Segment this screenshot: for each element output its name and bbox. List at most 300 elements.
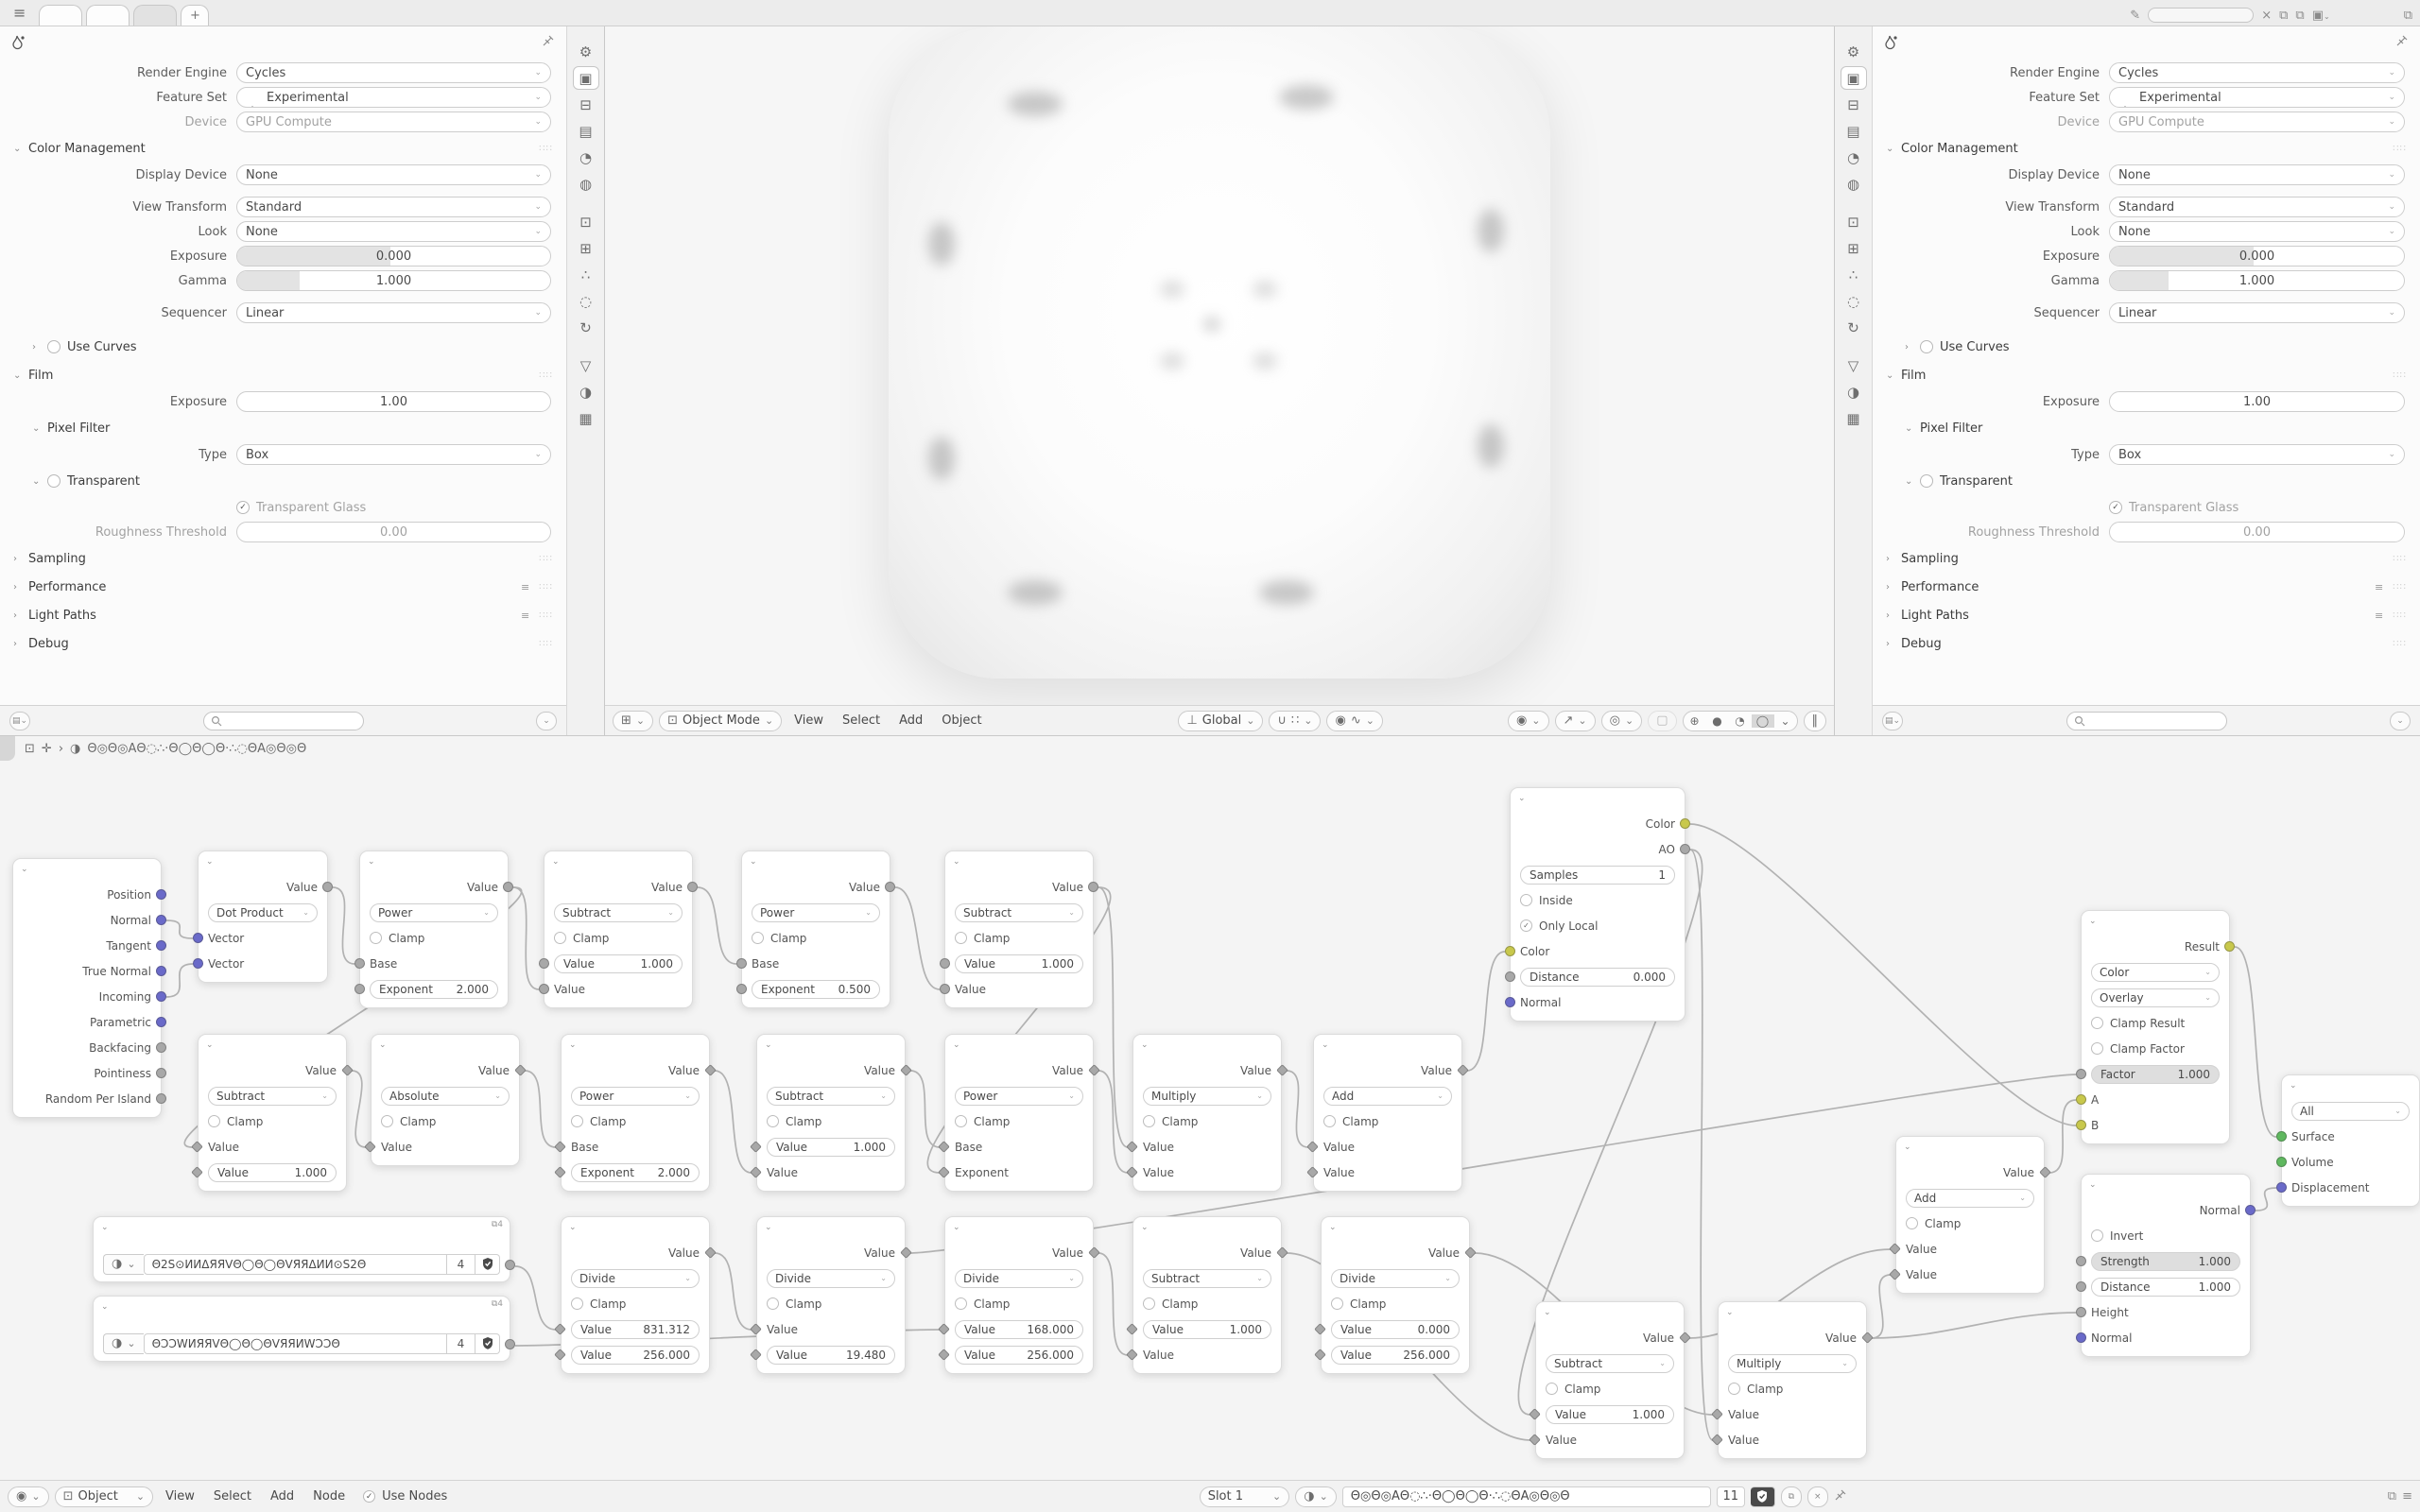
menu-node[interactable]: Node bbox=[313, 1489, 346, 1503]
node-socket[interactable] bbox=[1505, 946, 1515, 956]
node-s2[interactable] bbox=[944, 850, 1094, 1008]
dropdown-device[interactable]: GPU Compute ⌄ bbox=[2109, 112, 2405, 132]
section-transparent[interactable]: ⌄ Transparent bbox=[1905, 473, 2013, 489]
node-mix[interactable] bbox=[2081, 910, 2230, 1144]
node-socket[interactable] bbox=[354, 958, 365, 969]
dropdown-display-device[interactable]: None ⌄ bbox=[2109, 164, 2405, 185]
operation-dropdown[interactable]: Color ⌄ bbox=[2091, 963, 2220, 982]
properties-tab-physics[interactable]: ◌ bbox=[579, 292, 593, 310]
shader-type-dropdown[interactable]: ⊡ Object ⌄ bbox=[55, 1486, 153, 1507]
node-sa[interactable] bbox=[198, 1034, 347, 1192]
operation-dropdown[interactable]: Divide ⌄ bbox=[767, 1269, 895, 1288]
operation-dropdown[interactable]: Subtract ⌄ bbox=[1546, 1354, 1674, 1373]
checkbox-only-local[interactable]: ✓ bbox=[1520, 919, 1532, 932]
value-field-value[interactable]: Value 0.000 bbox=[1331, 1320, 1460, 1339]
checkbox-clamp[interactable] bbox=[1546, 1383, 1558, 1395]
value-field-value[interactable]: Value 1.000 bbox=[1143, 1320, 1271, 1339]
dropdown-render-engine[interactable]: Cycles ⌄ bbox=[2109, 62, 2405, 83]
checkbox-transparent-glass[interactable]: ✓ Transparent Glass bbox=[1873, 495, 2411, 520]
section-transparent[interactable]: ⌄ Transparent bbox=[32, 473, 140, 489]
value-field-strength[interactable]: Strength 1.000 bbox=[2091, 1252, 2240, 1271]
properties-tab-texture[interactable]: ▦ bbox=[1846, 409, 1860, 427]
node-socket[interactable] bbox=[156, 889, 166, 900]
value-field-value[interactable]: Value 256.000 bbox=[571, 1346, 700, 1365]
checkbox-invert[interactable] bbox=[2091, 1229, 2103, 1242]
checkbox-clamp[interactable] bbox=[1143, 1297, 1155, 1310]
use-nodes-checkbox[interactable]: ✓ Use Nodes bbox=[363, 1489, 447, 1503]
operation-dropdown[interactable]: Add ⌄ bbox=[1323, 1087, 1452, 1106]
menu-add[interactable]: Add bbox=[270, 1489, 295, 1503]
checkbox-clamp-result[interactable] bbox=[2091, 1017, 2103, 1029]
section-color-management[interactable]: ⌄ Color Management ∷∷ bbox=[13, 141, 553, 156]
window-icon[interactable]: ⧉ bbox=[2387, 1489, 2397, 1503]
value-field-exponent[interactable]: Exponent 2.000 bbox=[370, 980, 498, 999]
value-field-value[interactable]: Value 1.000 bbox=[554, 954, 683, 973]
group-users-count[interactable]: 4 bbox=[447, 1333, 475, 1354]
checkbox-clamp[interactable] bbox=[370, 932, 382, 944]
operation-dropdown[interactable]: Power ⌄ bbox=[955, 1087, 1083, 1106]
node-socket[interactable] bbox=[539, 958, 549, 969]
operation-dropdown[interactable]: Dot Product ⌄ bbox=[208, 903, 318, 922]
menu-add[interactable]: Add bbox=[899, 713, 924, 728]
operation-dropdown[interactable]: Absolute ⌄ bbox=[381, 1087, 510, 1106]
section-sampling[interactable]: › Sampling ∷∷ bbox=[1886, 551, 2407, 566]
node-socket[interactable] bbox=[2245, 1205, 2256, 1215]
operation-dropdown[interactable]: Subtract ⌄ bbox=[1143, 1269, 1271, 1288]
properties-tab-render[interactable]: ▣ bbox=[573, 66, 599, 90]
properties-search-input[interactable] bbox=[2066, 712, 2227, 730]
node-ao[interactable] bbox=[1510, 787, 1685, 1022]
dropdown-sequencer[interactable]: Linear ⌄ bbox=[236, 302, 551, 323]
slider-gamma[interactable]: 1.000 bbox=[2109, 270, 2405, 291]
node-p2[interactable] bbox=[741, 850, 890, 1008]
pin-icon[interactable] bbox=[2395, 34, 2409, 51]
dropdown-render-engine[interactable]: Cycles ⌄ bbox=[236, 62, 551, 83]
viewport-editor-type-button[interactable]: ⊞ ⌄ bbox=[613, 711, 653, 731]
editor-type-button[interactable]: ◉ ⌄ bbox=[8, 1486, 49, 1507]
node-s3[interactable] bbox=[756, 1034, 906, 1192]
collapse-icon[interactable]: ⌄ bbox=[552, 857, 560, 867]
material-name-field[interactable]: Θ◎Θ◎AΘ◌∴·Θ◯Θ◯Θ·∴◌ΘA◎Θ◎Θ bbox=[1342, 1486, 1711, 1507]
collapse-icon[interactable]: ⌄ bbox=[569, 1040, 577, 1050]
node-socket[interactable] bbox=[156, 991, 166, 1002]
operation-dropdown[interactable]: Subtract ⌄ bbox=[208, 1087, 337, 1106]
node-socket[interactable] bbox=[2224, 941, 2235, 952]
node-socket[interactable] bbox=[156, 1093, 166, 1104]
checkbox-clamp[interactable] bbox=[1906, 1217, 1918, 1229]
node-p4[interactable] bbox=[944, 1034, 1094, 1192]
operation-dropdown[interactable]: Add ⌄ bbox=[1906, 1189, 2034, 1208]
node-bump[interactable] bbox=[2081, 1174, 2251, 1357]
properties-tab-output[interactable]: ⊟ bbox=[579, 95, 592, 113]
properties-tab-object[interactable]: ⊡ bbox=[579, 213, 592, 231]
workspace-tab-1[interactable] bbox=[39, 5, 82, 26]
operation-dropdown[interactable]: Divide ⌄ bbox=[571, 1269, 700, 1288]
viewport-canvas[interactable] bbox=[605, 26, 1834, 705]
properties-tab-physics[interactable]: ◌ bbox=[1846, 292, 1860, 310]
node-geo[interactable] bbox=[12, 858, 162, 1118]
section-performance[interactable]: › Performance ≡ ∷∷ bbox=[1886, 579, 2407, 594]
material-browse-dropdown[interactable]: ◑ ⌄ bbox=[1295, 1486, 1337, 1507]
section-debug[interactable]: › Debug ∷∷ bbox=[13, 636, 553, 651]
node-socket[interactable] bbox=[322, 882, 333, 892]
node-p3[interactable] bbox=[561, 1034, 710, 1192]
properties-tab-object-data[interactable]: ▽ bbox=[1847, 356, 1859, 374]
value-field-value[interactable]: Value 256.000 bbox=[1331, 1346, 1460, 1365]
properties-tab-constraints[interactable]: ↻ bbox=[1847, 318, 1859, 336]
operation-dropdown[interactable]: Multiply ⌄ bbox=[1143, 1087, 1271, 1106]
collapse-icon[interactable]: ⌄ bbox=[1141, 1223, 1149, 1232]
operation-dropdown[interactable]: Divide ⌄ bbox=[955, 1269, 1083, 1288]
checkbox-clamp[interactable] bbox=[571, 1115, 583, 1127]
collapse-icon[interactable]: ⌄ bbox=[2290, 1081, 2297, 1091]
checkbox-clamp[interactable] bbox=[752, 932, 764, 944]
checkbox-clamp[interactable] bbox=[955, 1297, 967, 1310]
topbar-input[interactable] bbox=[2148, 8, 2254, 23]
clear-icon[interactable]: × bbox=[2261, 8, 2273, 23]
dropdown-display-device[interactable]: None ⌄ bbox=[236, 164, 551, 185]
slider-exposure[interactable]: 1.00 bbox=[2109, 391, 2405, 412]
properties-tab-particles[interactable]: ∴ bbox=[580, 266, 591, 284]
node-socket[interactable] bbox=[885, 882, 895, 892]
collapse-icon[interactable]: ⌄ bbox=[368, 857, 375, 867]
fake-user-toggle[interactable] bbox=[475, 1254, 500, 1275]
value-field-value[interactable]: Value 1.000 bbox=[208, 1163, 337, 1182]
node-socket[interactable] bbox=[940, 958, 950, 969]
properties-tab-view-layer[interactable]: ▤ bbox=[579, 122, 593, 140]
editor-type-button[interactable]: ▤⌄ bbox=[9, 712, 30, 730]
menu-select[interactable]: Select bbox=[213, 1489, 251, 1503]
menu-icon[interactable]: ≡ bbox=[2402, 1489, 2412, 1503]
operation-dropdown[interactable]: Power ⌄ bbox=[752, 903, 880, 922]
node-d1[interactable] bbox=[561, 1216, 710, 1374]
node-s5[interactable] bbox=[1535, 1301, 1685, 1459]
dropdown-device[interactable]: GPU Compute ⌄ bbox=[236, 112, 551, 132]
shader-node-editor[interactable] bbox=[0, 735, 2420, 1512]
snap-toggle[interactable]: ∪ ∷ ⌄ bbox=[1269, 711, 1321, 731]
properties-tab-render[interactable]: ▣ bbox=[1841, 66, 1867, 90]
dropdown-look[interactable]: None ⌄ bbox=[236, 221, 551, 242]
properties-tab-material[interactable]: ◑ bbox=[579, 383, 593, 401]
properties-tab-modifiers[interactable]: ⊞ bbox=[1847, 239, 1859, 257]
checkbox-clamp[interactable] bbox=[208, 1115, 220, 1127]
checkbox-inside[interactable] bbox=[1520, 894, 1532, 906]
proportional-edit-toggle[interactable]: ◉ ∿ ⌄ bbox=[1326, 711, 1382, 731]
group-users-count[interactable]: 4 bbox=[447, 1254, 475, 1275]
collapse-icon[interactable]: ⌄ bbox=[1904, 1143, 1911, 1152]
menu-view[interactable]: View bbox=[794, 713, 824, 728]
node-socket[interactable] bbox=[1680, 844, 1690, 854]
operation-dropdown[interactable]: Subtract ⌄ bbox=[767, 1087, 895, 1106]
slider-gamma[interactable]: 1.000 bbox=[236, 270, 551, 291]
node-socket[interactable] bbox=[940, 984, 950, 994]
node-socket[interactable] bbox=[1680, 818, 1690, 829]
node-socket[interactable] bbox=[354, 984, 365, 994]
viewport-3d[interactable] bbox=[605, 26, 1834, 735]
properties-tab-constraints[interactable]: ↻ bbox=[579, 318, 592, 336]
node-ad2[interactable] bbox=[1895, 1136, 2045, 1294]
slider-exposure[interactable]: 1.00 bbox=[236, 391, 551, 412]
clipboard-icon[interactable]: ⧉ bbox=[2403, 8, 2412, 23]
node-m2[interactable] bbox=[1718, 1301, 1867, 1459]
collapse-icon[interactable]: ⌄ bbox=[569, 1223, 577, 1232]
properties-search-input[interactable] bbox=[203, 712, 364, 730]
shading-wireframe[interactable]: ⊕ bbox=[1689, 713, 1700, 728]
value-field-value[interactable]: Value 256.000 bbox=[955, 1346, 1083, 1365]
node-d4[interactable] bbox=[1321, 1216, 1470, 1374]
section-light-paths[interactable]: › Light Paths ≡ ∷∷ bbox=[1886, 608, 2407, 623]
operation-dropdown[interactable]: Overlay ⌄ bbox=[2091, 988, 2220, 1007]
section-use-curves[interactable]: › Use Curves bbox=[1905, 339, 2010, 354]
node-socket[interactable] bbox=[1505, 971, 1515, 982]
checkbox-clamp-factor[interactable] bbox=[2091, 1042, 2103, 1055]
checkbox-clamp[interactable] bbox=[1143, 1115, 1155, 1127]
shading-dropdown[interactable]: ⌄ bbox=[1780, 713, 1790, 728]
checkbox-clamp[interactable] bbox=[1331, 1297, 1343, 1310]
properties-tab-world[interactable]: ◍ bbox=[579, 175, 593, 193]
section-performance[interactable]: › Performance ≡ ∷∷ bbox=[13, 579, 553, 594]
collapse-icon[interactable]: ⌄ bbox=[379, 1040, 387, 1050]
properties-tab-texture[interactable]: ▦ bbox=[579, 409, 593, 427]
slider-roughness-threshold[interactable]: 0.00 bbox=[2109, 522, 2405, 542]
node-socket[interactable] bbox=[736, 958, 747, 969]
node-socket[interactable] bbox=[2276, 1157, 2287, 1167]
collapse-menus-button[interactable]: ⌄ bbox=[536, 712, 557, 730]
dropdown-feature-set[interactable]: ! Experimental ⌄ bbox=[2109, 87, 2405, 108]
operation-dropdown[interactable]: Subtract ⌄ bbox=[955, 903, 1083, 922]
section-pixel-filter[interactable]: ⌄ Pixel Filter bbox=[32, 421, 111, 436]
value-field-samples[interactable]: Samples 1 bbox=[1520, 866, 1675, 885]
new-material-button[interactable]: ⧉ bbox=[1781, 1486, 1802, 1507]
value-field-exponent[interactable]: Exponent 0.500 bbox=[752, 980, 880, 999]
node-group-name-field[interactable]: ΘƆƆWИЯЯVΘ◯Θ◯ΘVЯЯИWƆƆΘ bbox=[144, 1333, 447, 1354]
value-field-factor[interactable]: Factor 1.000 bbox=[2091, 1065, 2220, 1084]
menu-view[interactable]: View bbox=[165, 1489, 195, 1503]
dropdown-type[interactable]: Box ⌄ bbox=[236, 444, 551, 465]
dropdown-feature-set[interactable]: ! Experimental ⌄ bbox=[236, 87, 551, 108]
collapse-icon[interactable]: ⌄ bbox=[953, 1040, 960, 1050]
section-light-paths[interactable]: › Light Paths ≡ ∷∷ bbox=[13, 608, 553, 623]
properties-tab-modifiers[interactable]: ⊞ bbox=[579, 239, 592, 257]
paste-icon[interactable]: ⧉ bbox=[2295, 8, 2305, 23]
properties-tab-view-layer[interactable]: ▤ bbox=[1846, 122, 1860, 140]
checkbox-clamp[interactable] bbox=[1728, 1383, 1740, 1395]
annotate-icon[interactable]: ✎ bbox=[2130, 8, 2141, 23]
orientation-dropdown[interactable]: ⊥ Global ⌄ bbox=[1178, 711, 1263, 731]
collapse-icon[interactable]: ⌄ bbox=[1544, 1308, 1551, 1317]
node-socket[interactable] bbox=[2076, 1094, 2086, 1105]
section-film[interactable]: ⌄ Film ∷∷ bbox=[13, 368, 553, 383]
material-slot-dropdown[interactable]: Slot 1 ⌄ bbox=[1200, 1486, 1290, 1507]
value-field-value[interactable]: Value 1.000 bbox=[955, 954, 1083, 973]
checkbox-clamp[interactable] bbox=[554, 932, 566, 944]
operation-dropdown[interactable]: Power ⌄ bbox=[370, 903, 498, 922]
shading-rendered[interactable]: ◯ bbox=[1752, 714, 1774, 728]
value-field-value[interactable]: Value 831.312 bbox=[571, 1320, 700, 1339]
pin-icon[interactable] bbox=[542, 34, 555, 51]
slider-roughness-threshold[interactable]: 0.00 bbox=[236, 522, 551, 542]
dropdown-view-transform[interactable]: Standard ⌄ bbox=[2109, 197, 2405, 217]
collapse-icon[interactable]: ⌄ bbox=[750, 857, 757, 867]
operation-dropdown[interactable]: Divide ⌄ bbox=[1331, 1269, 1460, 1288]
node-socket[interactable] bbox=[2076, 1256, 2086, 1266]
group-browse-dropdown[interactable]: ◑ ⌄ bbox=[103, 1333, 144, 1354]
checkbox-clamp[interactable] bbox=[955, 1115, 967, 1127]
copy-icon[interactable]: ⧉ bbox=[2279, 8, 2289, 23]
collapse-icon[interactable]: ⌄ bbox=[2089, 917, 2097, 926]
slider-exposure[interactable]: 0.000 bbox=[2109, 246, 2405, 266]
value-field-distance[interactable]: Distance 0.000 bbox=[1520, 968, 1675, 987]
dropdown-look[interactable]: None ⌄ bbox=[2109, 221, 2405, 242]
properties-tab-material[interactable]: ◑ bbox=[1846, 383, 1860, 401]
node-socket[interactable] bbox=[505, 1260, 515, 1270]
section-sampling[interactable]: › Sampling ∷∷ bbox=[13, 551, 553, 566]
node-s1[interactable] bbox=[544, 850, 693, 1008]
properties-tab-world[interactable]: ◍ bbox=[1846, 175, 1860, 193]
properties-tab-particles[interactable]: ∴ bbox=[1848, 266, 1858, 284]
collapse-icon[interactable]: ⌄ bbox=[1141, 1040, 1149, 1050]
node-socket[interactable] bbox=[156, 940, 166, 951]
checkbox-clamp[interactable] bbox=[767, 1297, 779, 1310]
overlays-dropdown[interactable]: ◎ ⌄ bbox=[1601, 711, 1643, 731]
node-gr2[interactable] bbox=[93, 1296, 510, 1362]
collapse-icon[interactable]: ⌄ bbox=[953, 1223, 960, 1232]
collapse-icon[interactable]: ⌄ bbox=[101, 1223, 109, 1232]
operation-dropdown[interactable]: All ⌄ bbox=[2291, 1102, 2410, 1121]
node-socket[interactable] bbox=[2076, 1332, 2086, 1343]
node-socket[interactable] bbox=[156, 1017, 166, 1027]
collapse-icon[interactable]: ⌄ bbox=[1329, 1223, 1337, 1232]
properties-tab-output[interactable]: ⊟ bbox=[1847, 95, 1859, 113]
node-group-name-field[interactable]: Θ2S⊙ИИΔЯЯVΘ◯Θ◯ΘVЯЯΔИИ⊙S2Θ bbox=[144, 1254, 447, 1275]
node-gr1[interactable] bbox=[93, 1216, 510, 1282]
value-field-value[interactable]: Value 168.000 bbox=[955, 1320, 1083, 1339]
properties-tab-scene[interactable]: ◔ bbox=[579, 148, 593, 166]
node-socket[interactable] bbox=[1088, 882, 1098, 892]
operation-dropdown[interactable]: Power ⌄ bbox=[571, 1087, 700, 1106]
node-d2[interactable] bbox=[756, 1216, 906, 1374]
node-dp[interactable] bbox=[198, 850, 328, 983]
node-socket[interactable] bbox=[2076, 1069, 2086, 1079]
node-a1[interactable] bbox=[1313, 1034, 1462, 1192]
properties-tab-tool[interactable]: ⚙ bbox=[1846, 43, 1860, 60]
node-d3[interactable] bbox=[944, 1216, 1094, 1374]
value-field-distance[interactable]: Distance 1.000 bbox=[2091, 1278, 2240, 1297]
menu-select[interactable]: Select bbox=[842, 713, 881, 728]
node-socket[interactable] bbox=[2076, 1120, 2086, 1130]
node-socket[interactable] bbox=[1505, 997, 1515, 1007]
unlink-material-button[interactable]: × bbox=[1807, 1486, 1828, 1507]
dropdown-type[interactable]: Box ⌄ bbox=[2109, 444, 2405, 465]
properties-tab-object[interactable]: ⊡ bbox=[1847, 213, 1859, 231]
collapse-icon[interactable]: ⌄ bbox=[206, 1040, 214, 1050]
mode-dropdown[interactable]: ⊡ Object Mode ⌄ bbox=[659, 711, 782, 731]
xray-toggle[interactable]: ▢ bbox=[1648, 711, 1676, 731]
gizmo-dropdown[interactable]: ↗ ⌄ bbox=[1555, 711, 1596, 731]
section-use-curves[interactable]: › Use Curves bbox=[32, 339, 137, 354]
add-workspace-tab[interactable]: + bbox=[181, 5, 209, 26]
node-m1[interactable] bbox=[1132, 1034, 1282, 1192]
workspace-tab-2[interactable] bbox=[86, 5, 130, 26]
slider-exposure[interactable]: 0.000 bbox=[236, 246, 551, 266]
node-out[interactable] bbox=[2281, 1074, 2420, 1207]
node-socket[interactable] bbox=[156, 1042, 166, 1053]
value-field-value[interactable]: Value 1.000 bbox=[1546, 1405, 1674, 1424]
checkbox-transparent-glass[interactable]: ✓ Transparent Glass bbox=[0, 495, 557, 520]
visibility-dropdown[interactable]: ◉ ⌄ bbox=[1508, 711, 1549, 731]
node-socket[interactable] bbox=[156, 966, 166, 976]
workspace-tab-3-active[interactable] bbox=[133, 5, 177, 26]
collapse-icon[interactable]: ⌄ bbox=[21, 865, 28, 874]
value-field-value[interactable]: Value 19.480 bbox=[767, 1346, 895, 1365]
collapse-icon[interactable]: ⌄ bbox=[1518, 794, 1526, 803]
node-socket[interactable] bbox=[503, 882, 513, 892]
menu-object[interactable]: Object bbox=[942, 713, 982, 728]
node-socket[interactable] bbox=[2076, 1281, 2086, 1292]
operation-dropdown[interactable]: Multiply ⌄ bbox=[1728, 1354, 1857, 1373]
collapse-menus-button[interactable]: ⌄ bbox=[2390, 712, 2411, 730]
node-canvas[interactable] bbox=[0, 736, 2420, 1480]
checkbox-clamp[interactable] bbox=[381, 1115, 393, 1127]
collapse-icon[interactable]: ⌄ bbox=[206, 857, 214, 867]
node-socket[interactable] bbox=[2276, 1131, 2287, 1142]
shading-material[interactable]: ◔ bbox=[1735, 713, 1745, 728]
properties-tab-scene[interactable]: ◔ bbox=[1846, 148, 1860, 166]
node-socket[interactable] bbox=[2076, 1307, 2086, 1317]
section-film[interactable]: ⌄ Film ∷∷ bbox=[1886, 368, 2407, 383]
collapse-icon[interactable]: ⌄ bbox=[101, 1302, 109, 1312]
node-p1[interactable] bbox=[359, 850, 509, 1008]
dropdown-sequencer[interactable]: Linear ⌄ bbox=[2109, 302, 2405, 323]
properties-tab-tool[interactable]: ⚙ bbox=[579, 43, 593, 60]
shading-solid[interactable]: ● bbox=[1712, 713, 1722, 728]
node-socket[interactable] bbox=[156, 1068, 166, 1078]
checkbox-clamp[interactable] bbox=[1323, 1115, 1336, 1127]
node-socket[interactable] bbox=[193, 958, 203, 969]
node-socket[interactable] bbox=[539, 984, 549, 994]
collapse-icon[interactable]: ⌄ bbox=[1726, 1308, 1734, 1317]
collapse-icon[interactable]: ⌄ bbox=[953, 857, 960, 867]
material-users-count[interactable]: 11 bbox=[1717, 1486, 1745, 1507]
group-browse-dropdown[interactable]: ◑ ⌄ bbox=[103, 1254, 144, 1275]
section-debug[interactable]: › Debug ∷∷ bbox=[1886, 636, 2407, 651]
pause-render-button[interactable]: ‖ bbox=[1804, 711, 1827, 731]
node-s4[interactable] bbox=[1132, 1216, 1282, 1374]
section-pixel-filter[interactable]: ⌄ Pixel Filter bbox=[1905, 421, 1983, 436]
node-socket[interactable] bbox=[687, 882, 698, 892]
pin-icon[interactable] bbox=[1834, 1488, 1847, 1505]
fake-user-toggle[interactable] bbox=[475, 1333, 500, 1354]
value-field-value[interactable]: Value 1.000 bbox=[767, 1138, 895, 1157]
node-socket[interactable] bbox=[505, 1339, 515, 1349]
properties-tab-object-data[interactable]: ▽ bbox=[579, 356, 592, 374]
value-field-exponent[interactable]: Exponent 2.000 bbox=[571, 1163, 700, 1182]
capture-icon[interactable]: ▣⌄ bbox=[2311, 8, 2330, 23]
collapse-icon[interactable]: ⌄ bbox=[765, 1223, 772, 1232]
section-color-management[interactable]: ⌄ Color Management ∷∷ bbox=[1886, 141, 2407, 156]
sidebar-handle[interactable] bbox=[0, 736, 15, 761]
node-socket[interactable] bbox=[193, 933, 203, 943]
checkbox-clamp[interactable] bbox=[571, 1297, 583, 1310]
checkbox-clamp[interactable] bbox=[955, 932, 967, 944]
collapse-icon[interactable]: ⌄ bbox=[765, 1040, 772, 1050]
node-socket[interactable] bbox=[2276, 1182, 2287, 1193]
app-menu-icon[interactable]: ≡ bbox=[13, 4, 26, 22]
node-socket[interactable] bbox=[736, 984, 747, 994]
node-ab[interactable] bbox=[371, 1034, 520, 1166]
collapse-icon[interactable]: ⌄ bbox=[2089, 1180, 2097, 1190]
dropdown-view-transform[interactable]: Standard ⌄ bbox=[236, 197, 551, 217]
